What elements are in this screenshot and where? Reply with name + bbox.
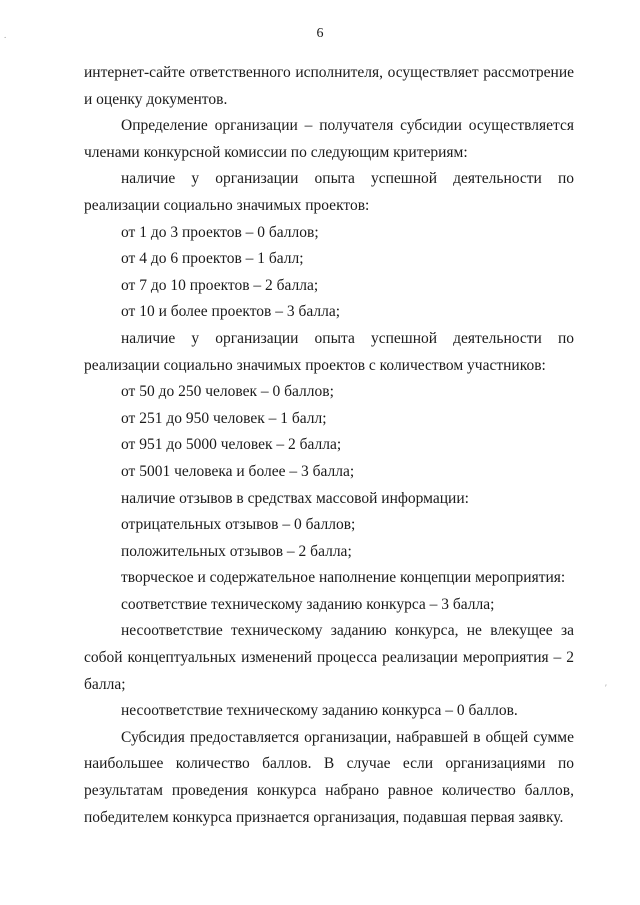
criterion-experience: наличие у организации опыта успешной деятельности по реализации социально значимых проектов: bbox=[84, 170, 574, 214]
paragraph-continuation: интернет-сайте ответственного исполнителя, осуществляет рассмотрение и оценку документов. bbox=[84, 64, 574, 108]
criterion-item: от 5001 человека и более – 3 балла; bbox=[121, 462, 355, 480]
criterion-item: от 10 и более проектов – 3 балла; bbox=[121, 303, 341, 321]
document-body bbox=[84, 60, 574, 831]
scan-mark: ′ bbox=[605, 683, 607, 693]
criterion-item: положительных отзывов – 2 балла; bbox=[121, 542, 352, 560]
criterion-item: от 951 до 5000 человек – 2 балла; bbox=[121, 436, 342, 454]
criterion-item: несоответствие техническому заданию конкурса, не влекущее за собой концептуальных изменений процесса реализации мероприятия – 2 балла; bbox=[84, 622, 574, 693]
criterion-item: от 1 до 3 проектов – 0 баллов; bbox=[121, 223, 319, 241]
criterion-item: от 4 до 6 проектов – 1 балл; bbox=[121, 250, 304, 268]
criterion-item: от 50 до 250 человек – 0 баллов; bbox=[121, 383, 334, 401]
criterion-item: от 7 до 10 проектов – 2 балла; bbox=[121, 276, 319, 294]
criterion-media-reviews: наличие отзывов в средствах массовой информации: bbox=[121, 489, 469, 507]
criterion-participants: наличие у организации опыта успешной деятельности по реализации социально значимых проектов с количеством участников: bbox=[84, 329, 574, 374]
page-number: 6 bbox=[316, 26, 324, 41]
paragraph-conclusion: Субсидия предоставляется организации, набравшей в общей сумме наибольшее количество баллов. В случае если организациями по результатам проведения конкурса набрано равное количество баллов, победителем конкурса признается организация, подавшая первая заявку. bbox=[84, 728, 574, 826]
criterion-item: отрицательных отзывов – 0 баллов; bbox=[121, 516, 356, 534]
scan-mark: . bbox=[4, 30, 7, 40]
criterion-item: несоответствие техническому заданию конкурса – 0 баллов. bbox=[121, 702, 518, 720]
paragraph-selection-intro: Определение организации – получателя субсидии осуществляется членами конкурсной комиссии по следующим критериям: bbox=[84, 117, 574, 161]
criterion-item: соответствие техническому заданию конкурса – 3 балла; bbox=[121, 595, 495, 613]
criterion-item: от 251 до 950 человек – 1 балл; bbox=[121, 409, 327, 427]
criterion-concept: творческое и содержательное наполнение концепции мероприятия: bbox=[121, 569, 566, 587]
